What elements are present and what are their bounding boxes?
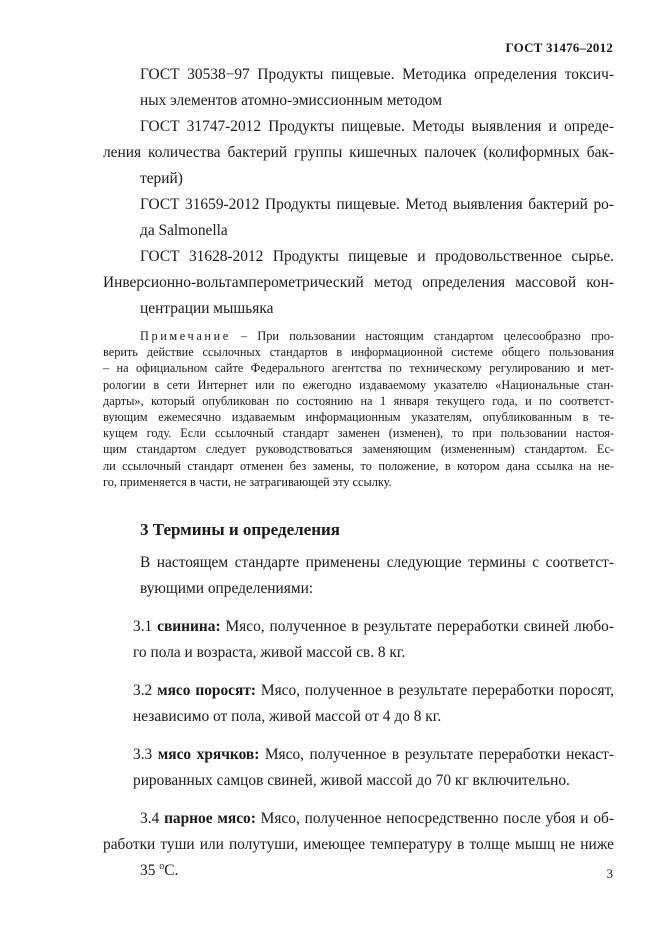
term-line — [133, 746, 614, 763]
note-line: – на официальном сайте Федерального агентства по техническому регулированию и мет- — [103, 361, 614, 376]
term-definition: Мясо, полученное непосредственно после убоя и об- — [255, 810, 615, 828]
term-line: го пола и возраста, живой массой св. 8 кг. — [133, 644, 406, 662]
term-line — [133, 618, 614, 635]
note-line: кущем году. Если ссылочный стандарт заменен (изменен), то при пользовании настоя- — [103, 426, 614, 441]
note-line: щим стандартом следует руководствоваться заменяющим (измененным) стандартом. Ес- — [103, 442, 614, 457]
term-line: рированных самцов свиней, живой массой до 70 кг включительно. — [133, 772, 570, 790]
term-entry — [103, 614, 614, 666]
term-line — [133, 682, 614, 699]
ref-line: ления количества бактерий группы кишечных палочек (колиформных бак- — [103, 144, 614, 161]
intro-line: В настоящем стандарте применены следующие термины с соответст- — [140, 554, 614, 572]
term-name: парное мясо: — [164, 810, 256, 828]
ref-line: терий) — [140, 170, 183, 187]
ref-line: ГОСТ 31747-2012 Продукты пищевые. Методы выявления и опреде- — [140, 118, 614, 135]
term-name: мясо хрячков: — [157, 746, 260, 764]
reference-gost-31659 — [103, 192, 614, 244]
term-number: 3.4 — [140, 810, 165, 828]
term-line: 35 $^о$С. — [140, 860, 179, 880]
term-definition: Мясо, полученное в результате переработки некаст- — [259, 746, 614, 764]
term-entry — [103, 806, 614, 884]
section-intro — [103, 550, 614, 602]
term-line — [140, 810, 614, 827]
term-line: независимо от пола, живой массой от 4 до 8 кг. — [133, 708, 442, 726]
term-number: 3.3 — [133, 746, 158, 764]
reference-gost-30538 — [103, 62, 614, 114]
term-name: свинина: — [157, 618, 221, 636]
document-body — [103, 62, 614, 884]
reference-gost-31747 — [103, 114, 614, 192]
term-definition: Мясо, полученное в результате переработки поросят, — [256, 682, 614, 700]
note-line: Примечание – При пользовании настоящим стандартом целесообразно про- — [140, 329, 614, 343]
note-line: рологии в сети Интернет или по ежегодно издаваемому указателю «Национальные стан- — [103, 377, 614, 392]
section-title: 3 Термины и определения — [140, 520, 341, 540]
term-entry — [103, 742, 614, 794]
ref-line: ГОСТ 30538−97 Продукты пищевые. Методика определения токсич- — [140, 66, 614, 83]
ref-line: ных элементов атомно-эмиссионным методом — [140, 92, 443, 109]
note-block — [103, 328, 614, 490]
ref-line: центрации мышьяка — [140, 300, 274, 317]
note-line: вующим ежемесячно издаваемым информационным указателям, опубликованным в те- — [103, 410, 614, 425]
term-entry — [103, 678, 614, 730]
term-definition: Мясо, полученное в результате переработки свиней любо- — [220, 618, 614, 636]
term-name: мясо поросят: — [157, 682, 257, 700]
intro-line: вующими определениями: — [140, 580, 314, 598]
ref-line: да Salmonella — [140, 222, 228, 239]
ref-line: Инверсионно-вольтамперометрический метод определения массовой кон- — [103, 274, 614, 291]
header-doc-id: ГОСТ 31476–2012 — [505, 40, 613, 55]
ref-line: ГОСТ 31628-2012 Продукты пищевые и продовольственное сырье. — [140, 248, 614, 265]
degree-mark: о — [159, 860, 165, 872]
note-label: Примечание — [140, 329, 231, 343]
note-line: ли ссылочный стандарт отменен без замены, то положение, в котором дана ссылка на не- — [103, 458, 614, 473]
note-line: дарты», который опубликован по состоянию на 1 января текущего года, и по соответст- — [103, 393, 614, 408]
note-line: верить действие ссылочных стандартов в информационной системе общего пользования — [103, 345, 614, 360]
reference-gost-31628 — [103, 244, 614, 322]
page-number: 3 — [606, 866, 613, 881]
term-number: 3.2 — [133, 682, 158, 700]
ref-line: ГОСТ 31659-2012 Продукты пищевые. Метод выявления бактерий ро- — [140, 196, 614, 213]
note-line: го, применяется в части, не затрагивающей эту ссылку. — [103, 474, 392, 489]
term-line: работки туши или полутуши, имеющее температуру в толще мышц не ниже — [103, 836, 614, 854]
term-number: 3.1 — [133, 618, 158, 636]
